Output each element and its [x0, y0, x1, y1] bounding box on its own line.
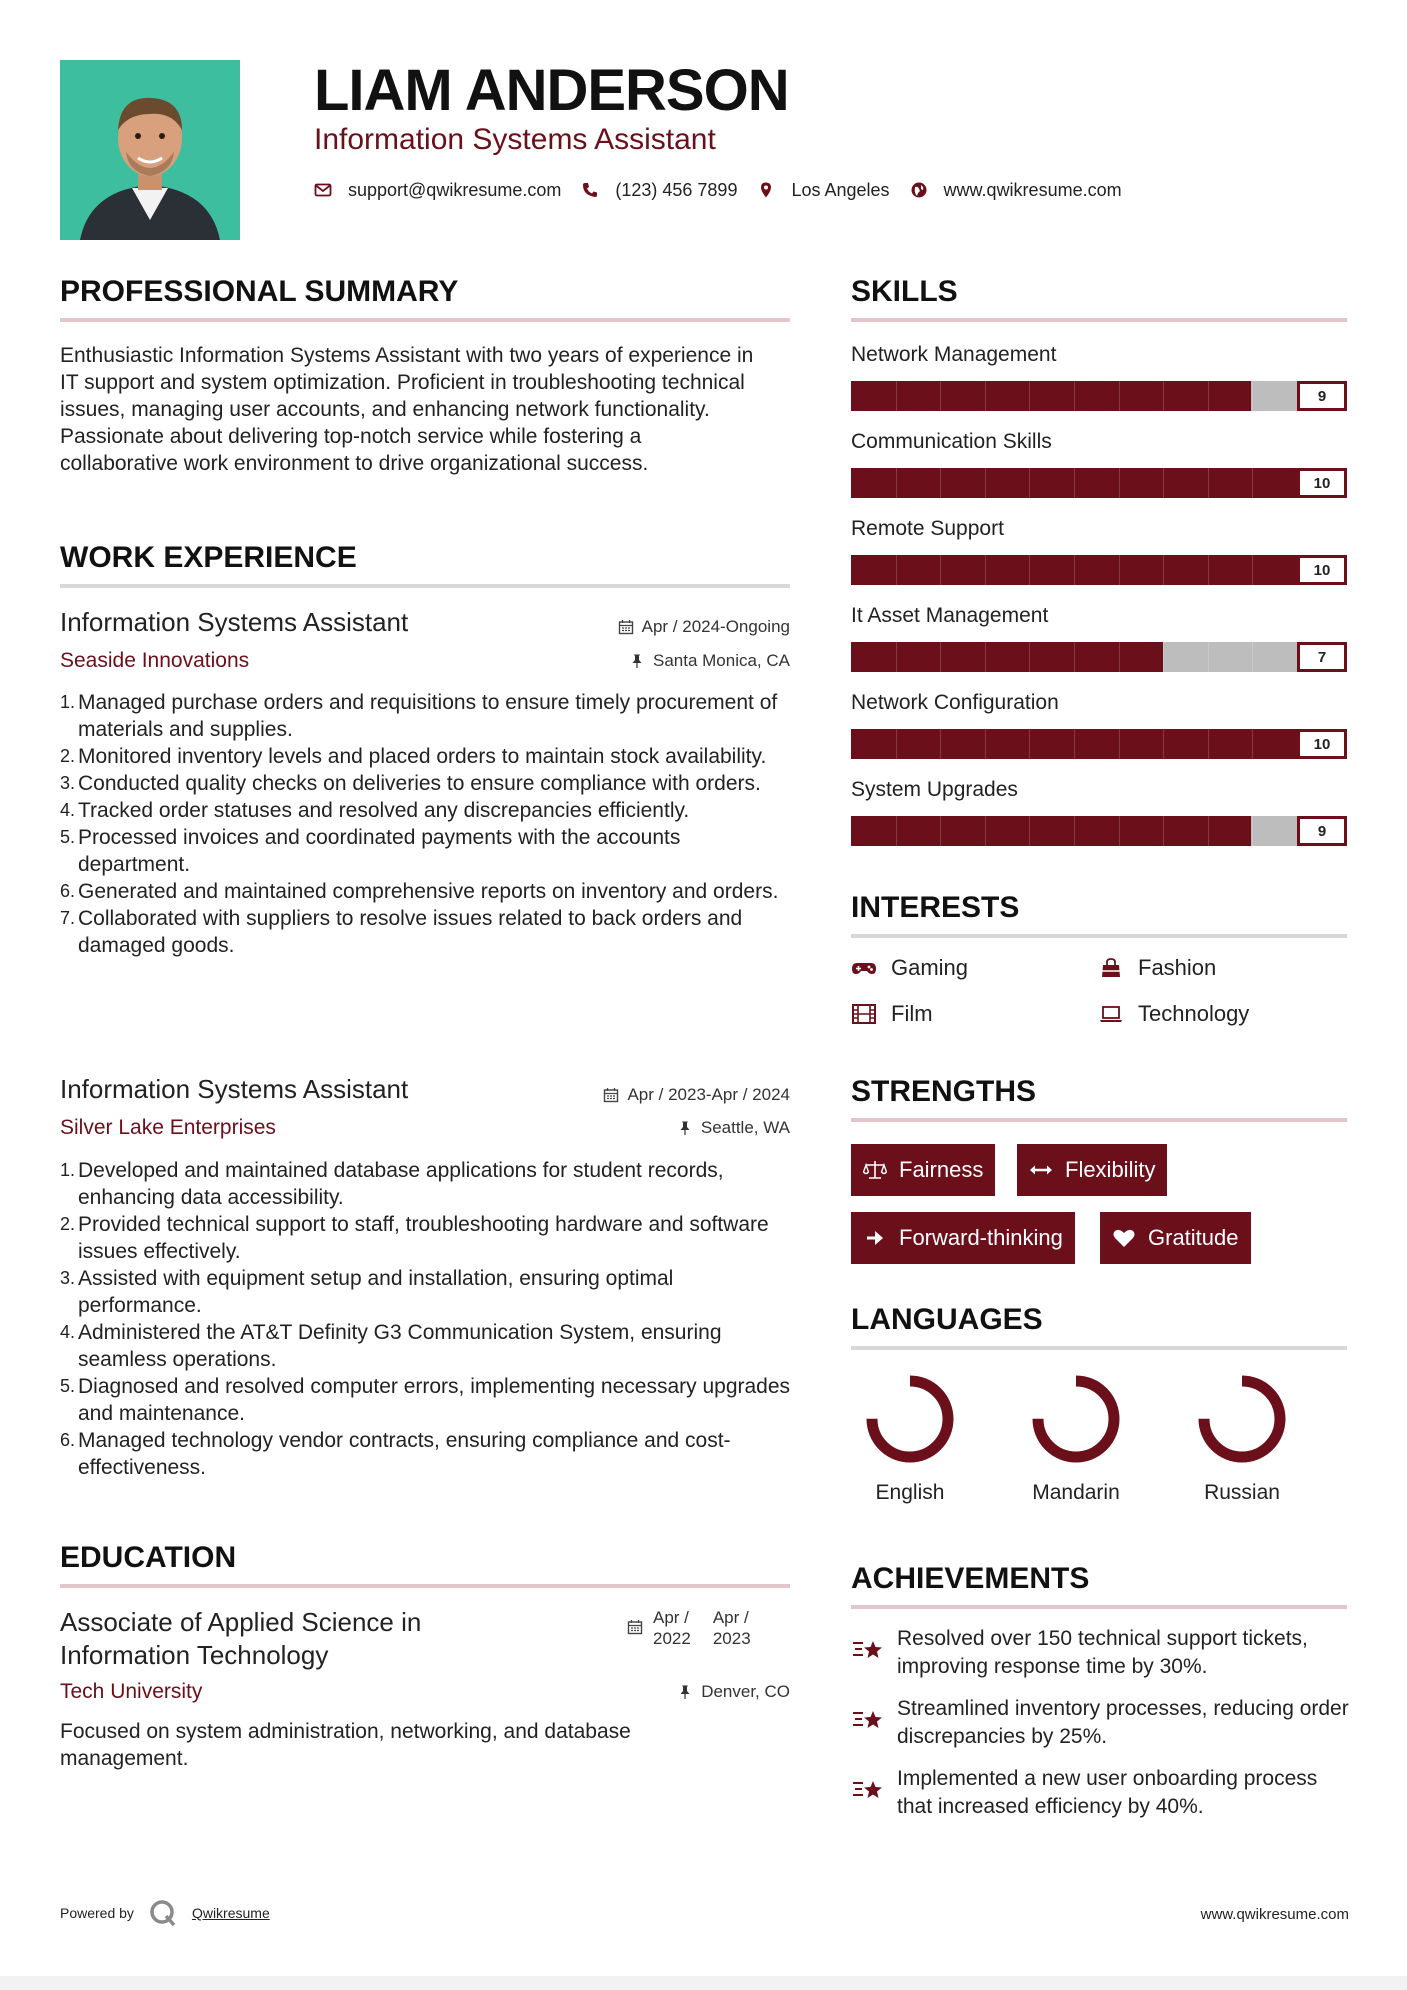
- summary-divider: [60, 318, 790, 322]
- skill-bar-segment: [1208, 729, 1209, 759]
- profile-photo: [60, 60, 240, 240]
- languages-heading: LANGUAGES: [851, 1303, 1043, 1336]
- achievement-text: Resolved over 150 technical support tickets, improving response time by 30%.: [897, 1627, 1308, 1678]
- language-level-ring: [1029, 1372, 1123, 1466]
- achievement-text: Streamlined inventory processes, reducing order discrepancies by 25%.: [897, 1697, 1349, 1748]
- skill-bar-segment: [940, 729, 941, 759]
- skill-bar-segment: [1119, 729, 1120, 759]
- skill-bar-fill: [851, 555, 1347, 585]
- skill-bar-segment: [1029, 816, 1030, 846]
- skill-bar-segment: [1252, 468, 1253, 498]
- calendar-icon: [603, 1087, 619, 1103]
- list-item: 1. Developed and maintained database applications for student records, enhancing data accessibility.: [60, 1159, 724, 1209]
- strength-label: Fairness: [899, 1157, 984, 1182]
- job-dates: [618, 616, 790, 638]
- skill-bar-segment: [1074, 642, 1075, 672]
- skill-bar-segment: [1252, 555, 1253, 585]
- skill-bar: [851, 642, 1347, 672]
- skill-label: Network Configuration: [851, 691, 1059, 714]
- skill-bar-segment: [940, 816, 941, 846]
- list-item: 3. Assisted with equipment setup and installation, ensuring optimal performance.: [60, 1267, 674, 1317]
- language-level-arc: [1038, 1381, 1114, 1457]
- calendar-icon: [627, 1619, 643, 1635]
- skill-bar-segment: [1119, 468, 1120, 498]
- language-item: [1177, 1372, 1307, 1506]
- strengths-divider: [851, 1118, 1347, 1122]
- skill-bar-fill: [851, 381, 1251, 411]
- strength-tag-gratitude: [1100, 1212, 1251, 1264]
- company-name: Seaside Innovations: [60, 649, 250, 672]
- skill-score: 7: [1297, 642, 1347, 672]
- achievements-divider: [851, 1605, 1347, 1609]
- experience-divider: [60, 584, 790, 588]
- job-bullets: [60, 689, 795, 959]
- bag-icon: [1098, 957, 1124, 979]
- list-item: 5. Diagnosed and resolved computer errors, implementing necessary upgrades and maintenance.: [60, 1375, 791, 1425]
- pushpin-icon: [677, 1684, 693, 1700]
- location-pin-icon: [757, 181, 775, 199]
- skill-label: Communication Skills: [851, 430, 1052, 453]
- skill-bar-segment: [940, 642, 941, 672]
- skill-bar-segment: [1208, 381, 1209, 411]
- language-level-arc: [872, 1381, 948, 1457]
- job-dates-text: Apr / 2024-Ongoing: [641, 617, 790, 636]
- achievement-item: [851, 1695, 1351, 1751]
- skill-bar-segment: [1208, 555, 1209, 585]
- skill-bar-segment: [1163, 468, 1164, 498]
- interest-label: Gaming: [891, 955, 969, 980]
- strength-label: Forward-thinking: [899, 1225, 1063, 1250]
- school-name: Tech University: [60, 1680, 203, 1703]
- job-location: [629, 650, 790, 672]
- language-label: Mandarin: [1032, 1481, 1120, 1504]
- achievement-text: Implemented a new user onboarding process that increased efficiency by 40%.: [897, 1767, 1318, 1818]
- skill-bar-segment: [940, 555, 941, 585]
- list-item: 1. Managed purchase orders and requisitions to ensure timely procurement of materials and supplies.: [60, 691, 778, 741]
- interests-heading: INTERESTS: [851, 891, 1020, 924]
- language-label: English: [875, 1481, 945, 1504]
- skill-bar-segment: [896, 555, 897, 585]
- strengths-heading: STRENGTHS: [851, 1075, 1037, 1108]
- skill-score: 9: [1297, 816, 1347, 846]
- skill-bar-segment: [1074, 381, 1075, 411]
- skill-bar-segment: [1119, 555, 1120, 585]
- list-item: 2. Monitored inventory levels and placed orders to maintain stock availability.: [60, 745, 767, 768]
- skill-bar-segment: [940, 381, 941, 411]
- skill-bar-segment: [985, 555, 986, 585]
- skill-bar-segment: [1252, 381, 1253, 411]
- education-end-month: Apr /: [712, 1608, 749, 1627]
- list-item: 4. Administered the AT&T Definity G3 Communication System, ensuring seamless operations.: [60, 1321, 722, 1371]
- gamepad-icon: [851, 957, 877, 979]
- list-item: 4. Tracked order statuses and resolved any discrepancies efficiently.: [60, 799, 690, 822]
- skill-bar: [851, 816, 1347, 846]
- job-dates-text: Apr / 2023-Apr / 2024: [627, 1085, 790, 1104]
- skill-bar-segment: [1163, 381, 1164, 411]
- list-item: 5. Processed invoices and coordinated payments with the accounts department.: [60, 826, 681, 876]
- bottom-band: [0, 1976, 1407, 1990]
- degree-line-1: Associate of Applied Science in: [60, 1607, 422, 1637]
- skill-bar-segment: [896, 729, 897, 759]
- skill-bar-segment: [1252, 816, 1253, 846]
- skill-bar-segment: [1208, 816, 1209, 846]
- education-description: Focused on system administration, networking, and database management.: [60, 1720, 631, 1770]
- skill-bar-fill: [851, 729, 1347, 759]
- strength-tag-flexibility: [1017, 1144, 1167, 1196]
- achievement-item: [851, 1765, 1351, 1821]
- strength-label: Gratitude: [1148, 1225, 1239, 1250]
- candidate-name: LIAM ANDERSON: [314, 58, 789, 123]
- interest-gaming: [851, 954, 968, 982]
- skill-bar-segment: [1119, 381, 1120, 411]
- film-icon: [851, 1003, 877, 1025]
- achievement-item: [851, 1625, 1351, 1681]
- arrows-icon: [1029, 1159, 1053, 1181]
- language-level-arc: [1204, 1381, 1280, 1457]
- calendar-icon: [618, 619, 634, 635]
- skill-bar-segment: [1029, 729, 1030, 759]
- interest-film: [851, 1000, 933, 1028]
- skill-bar-segment: [1252, 729, 1253, 759]
- footer-powered-by: [60, 1898, 270, 1928]
- interest-label: Film: [891, 1001, 933, 1026]
- skill-bar-segment: [896, 381, 897, 411]
- website-link[interactable]: www.qwikresume.com: [943, 179, 1122, 200]
- candidate-role: Information Systems Assistant: [314, 123, 716, 156]
- scale-icon: [863, 1159, 887, 1181]
- skills-divider: [851, 318, 1347, 322]
- globe-icon: [910, 181, 928, 199]
- skill-label: Network Management: [851, 343, 1057, 366]
- degree-line-2: Information Technology: [60, 1640, 329, 1670]
- skill-bar-segment: [985, 642, 986, 672]
- skill-bar-segment: [1029, 381, 1030, 411]
- interests-divider: [851, 934, 1347, 938]
- summary-heading: PROFESSIONAL SUMMARY: [60, 275, 459, 308]
- skill-bar-segment: [1119, 816, 1120, 846]
- job-bullets: [60, 1157, 795, 1481]
- skill-bar-fill: [851, 816, 1251, 846]
- skill-label: System Upgrades: [851, 778, 1018, 801]
- skill-label: It Asset Management: [851, 604, 1049, 627]
- skill-score: 10: [1297, 729, 1347, 759]
- skill-bar-segment: [1163, 729, 1164, 759]
- skill-bar-segment: [985, 381, 986, 411]
- skill-bar: [851, 468, 1347, 498]
- powered-by-text: Powered by: [60, 1905, 134, 1921]
- languages-divider: [851, 1346, 1347, 1350]
- qwikresume-link[interactable]: Qwikresume: [191, 1905, 270, 1921]
- list-item: 3. Conducted quality checks on deliveries to ensure compliance with orders.: [60, 772, 761, 795]
- list-item: 6. Generated and maintained comprehensive reports on inventory and orders.: [60, 880, 779, 903]
- pushpin-icon: [629, 653, 645, 669]
- job-location: [677, 1117, 790, 1139]
- shooting-star-icon: [851, 1773, 885, 1805]
- skill-bar-segment: [985, 468, 986, 498]
- interest-label: Technology: [1138, 1001, 1250, 1026]
- heart-icon: [1112, 1227, 1136, 1249]
- skill-bar-segment: [1163, 642, 1164, 672]
- skill-bar-segment: [1252, 642, 1253, 672]
- skill-bar-segment: [1074, 555, 1075, 585]
- skill-bar: [851, 381, 1347, 411]
- skill-score: 9: [1297, 381, 1347, 411]
- skill-bar-segment: [1074, 816, 1075, 846]
- contact-bar: [314, 178, 1142, 202]
- education-divider: [60, 1584, 790, 1588]
- skill-bar-fill: [851, 642, 1163, 672]
- envelope-icon: [314, 181, 332, 199]
- skill-bar-segment: [896, 642, 897, 672]
- skill-bar-segment: [1208, 642, 1209, 672]
- list-item: 7. Collaborated with suppliers to resolve issues related to back orders and damaged goods.: [60, 907, 743, 957]
- pushpin-icon: [677, 1120, 693, 1136]
- strength-label: Flexibility: [1065, 1157, 1156, 1182]
- skill-bar-segment: [1074, 729, 1075, 759]
- location-text: Los Angeles: [791, 179, 890, 200]
- education-location: [677, 1681, 790, 1703]
- skill-bar-segment: [1163, 816, 1164, 846]
- education-heading: EDUCATION: [60, 1541, 237, 1574]
- skill-bar-segment: [1029, 468, 1030, 498]
- skill-bar-segment: [1119, 642, 1120, 672]
- shooting-star-icon: [851, 1703, 885, 1735]
- job-location-text: Seattle, WA: [700, 1118, 790, 1137]
- skill-bar-segment: [1029, 555, 1030, 585]
- interest-label: Fashion: [1138, 955, 1217, 980]
- education-location-text: Denver, CO: [701, 1682, 790, 1701]
- list-item: 2. Provided technical support to staff, troubleshooting hardware and software issues effectively.: [60, 1213, 769, 1263]
- skill-bar-segment: [1074, 468, 1075, 498]
- phone-number: (123) 456 7899: [615, 179, 738, 200]
- education-dates: [627, 1607, 751, 1649]
- skill-label: Remote Support: [851, 517, 1004, 540]
- education-start-month: Apr /: [653, 1608, 689, 1627]
- language-item: [1011, 1372, 1141, 1506]
- skill-bar-segment: [985, 816, 986, 846]
- interest-technology: [1098, 1000, 1249, 1028]
- company-name: Silver Lake Enterprises: [60, 1116, 276, 1139]
- skill-bar: [851, 555, 1347, 585]
- interest-fashion: [1098, 954, 1216, 982]
- qwikresume-logo-icon: [148, 1898, 178, 1928]
- skill-bar-segment: [1208, 468, 1209, 498]
- skill-bar-segment: [1163, 555, 1164, 585]
- arrow-right-icon: [863, 1227, 887, 1249]
- skill-score: 10: [1297, 468, 1347, 498]
- job-dates: [603, 1084, 790, 1106]
- skill-bar-segment: [985, 729, 986, 759]
- skill-bar-segment: [940, 468, 941, 498]
- language-level-ring: [1195, 1372, 1289, 1466]
- email-link[interactable]: support@qwikresume.com: [348, 179, 562, 200]
- summary-text: Enthusiastic Information Systems Assistant with two years of experience in IT support and system optimization. Proficient in troubleshooting technical issues, managing user accounts, and enhancing network functionality. Passionate about delivering top-notch service while fostering a collaborative work environment to drive organizational success.: [60, 344, 754, 475]
- job-title: Information Systems Assistant: [60, 607, 409, 637]
- job-location-text: Santa Monica, CA: [652, 651, 790, 670]
- job-title: Information Systems Assistant: [60, 1074, 409, 1104]
- experience-heading: WORK EXPERIENCE: [60, 541, 357, 574]
- strength-tag-fairness: [851, 1144, 995, 1196]
- skill-bar-fill: [851, 468, 1347, 498]
- footer-url[interactable]: www.qwikresume.com: [1200, 1906, 1349, 1923]
- language-label: Russian: [1204, 1481, 1280, 1504]
- achievements-heading: ACHIEVEMENTS: [851, 1562, 1090, 1595]
- phone-icon: [581, 181, 599, 199]
- skills-heading: SKILLS: [851, 275, 958, 308]
- degree-title: [60, 1606, 421, 1672]
- language-level-ring: [863, 1372, 957, 1466]
- strength-tag-forward-thinking: [851, 1212, 1075, 1264]
- skill-score: 10: [1297, 555, 1347, 585]
- skill-bar-segment: [1029, 642, 1030, 672]
- skill-bar-segment: [896, 816, 897, 846]
- laptop-icon: [1098, 1003, 1124, 1025]
- skill-bar-segment: [896, 468, 897, 498]
- list-item: 6. Managed technology vendor contracts, ensuring compliance and cost-effectiveness.: [60, 1429, 731, 1479]
- education-end-year: 2023: [712, 1629, 751, 1648]
- skill-bar: [851, 729, 1347, 759]
- shooting-star-icon: [851, 1633, 885, 1665]
- language-item: [845, 1372, 975, 1506]
- education-start-year: 2022: [653, 1629, 691, 1648]
